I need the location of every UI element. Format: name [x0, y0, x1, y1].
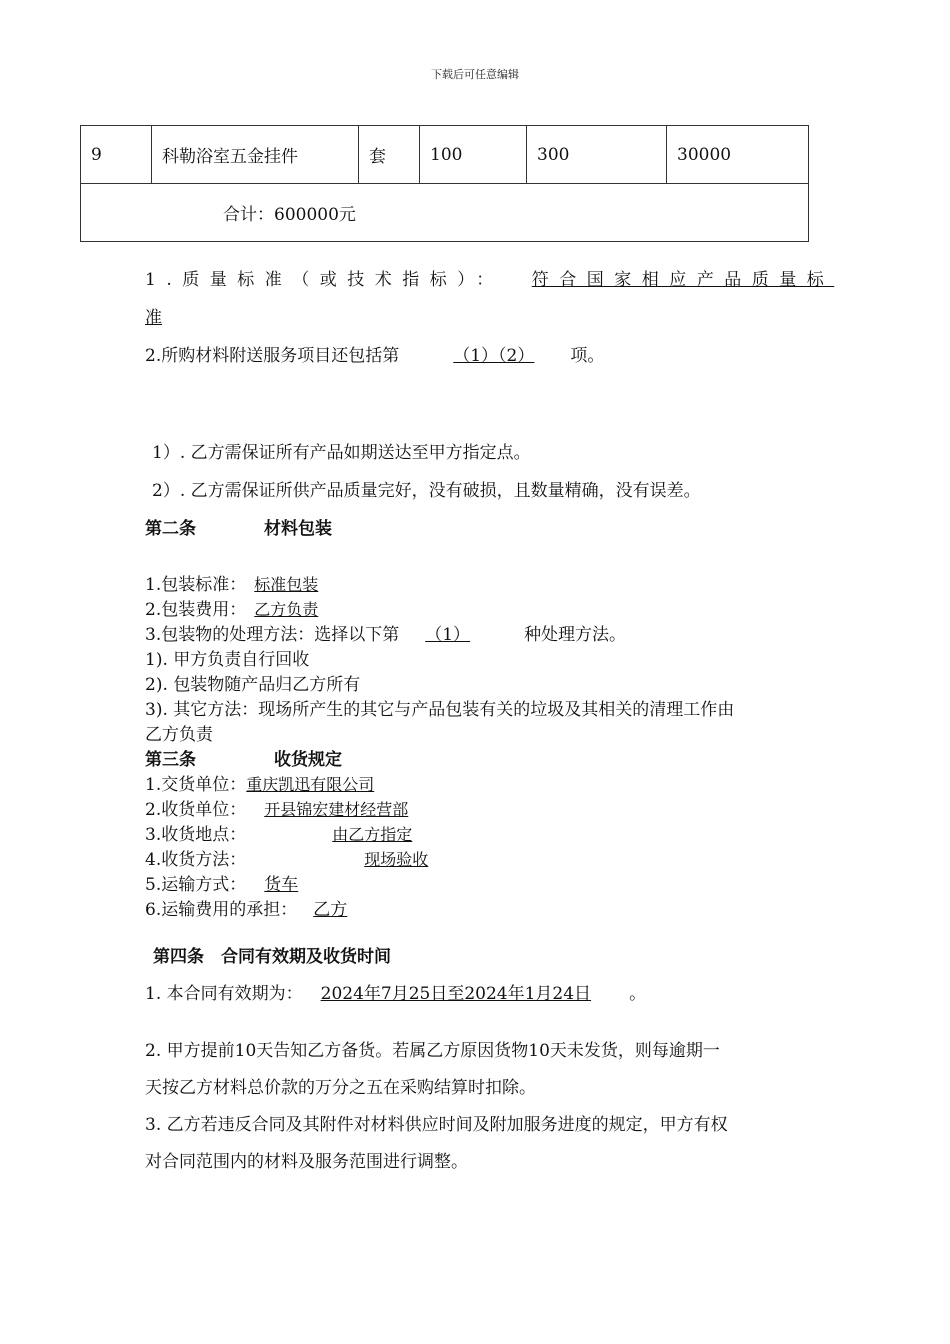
article-3-title: 第三条 — [145, 750, 196, 770]
article-2-heading — [145, 514, 332, 539]
transport-method-value: 货车 — [264, 875, 299, 895]
service-items-line — [145, 341, 604, 366]
item-unit-price: 300 — [527, 126, 667, 184]
validity-label: 1. 本合同有效期为： — [145, 984, 303, 1004]
validity-value-wrap — [303, 984, 629, 1004]
packing-option-3: 3). 其它方法：现场所产生的其它与产品包装有关的垃圾及其相关的清理工作由 — [145, 700, 735, 720]
row-number: 9 — [81, 126, 152, 184]
packing-standard-label: 1.包装标准： — [145, 575, 247, 595]
item-unit: 套 — [359, 126, 420, 184]
article-3-heading — [145, 745, 342, 770]
materials-table — [80, 125, 809, 242]
packing-handling-label: 3.包装物的处理方法：选择以下第 — [145, 625, 400, 645]
quality-value-cont — [145, 308, 314, 328]
receiving-place-value-wrap — [246, 825, 606, 844]
receiving-method-value-wrap — [246, 850, 554, 869]
service-suffix: 项。 — [570, 346, 605, 366]
validity-value: 2024年7月25日至2024年1月24日 — [320, 984, 592, 1004]
quality-value: 符合国家相应产品质量标 — [531, 270, 835, 290]
article-2-title: 第二条 — [145, 519, 196, 539]
service-item-1: 1）. 乙方需保证所有产品如期送达至甲方指定点。 — [152, 443, 531, 463]
service-item-2: 2）. 乙方需保证所供产品质量完好，没有破损，且数量精确，没有误差。 — [152, 481, 701, 501]
packing-handling-suffix: 种处理方法。 — [524, 625, 627, 645]
quality-standard-line — [145, 265, 834, 290]
receiving-method-value: 现场验收 — [364, 850, 429, 869]
receiving-place-label: 3.收货地点： — [145, 825, 247, 845]
total-row — [81, 184, 809, 242]
total-amount: 合计：600000元 — [81, 184, 809, 242]
clause-3-line-1: 3. 乙方若违反合同及其附件对材料供应时间及附加服务进度的规定，甲方有权 — [145, 1115, 728, 1135]
packing-fee-value: 乙方负责 — [254, 600, 319, 619]
packing-fee-label: 2.包装费用： — [145, 600, 247, 620]
packing-option-1: 1). 甲方负责自行回收 — [145, 650, 310, 670]
receiving-place-line — [145, 820, 606, 845]
quality-value-2: 准 — [145, 308, 162, 328]
packing-fee-value-wrap — [246, 600, 318, 619]
service-value: （1）（2） — [453, 346, 535, 366]
delivery-unit-value-wrap — [246, 775, 404, 794]
receiving-unit-label: 2.收货单位： — [145, 800, 247, 820]
item-quantity: 100 — [420, 126, 527, 184]
packing-option-3-cont: 乙方负责 — [145, 725, 213, 745]
table-row — [81, 126, 809, 184]
delivery-unit-value: 重庆凯迅有限公司 — [246, 775, 375, 794]
packing-standard-line — [145, 570, 318, 595]
validity-suffix: 。 — [629, 984, 647, 1004]
article-2-subtitle: 材料包装 — [264, 519, 332, 539]
transport-fee-value-wrap — [297, 900, 371, 920]
transport-fee-line — [145, 895, 371, 920]
clause-2-line-1: 2. 甲方提前10天告知乙方备货。若属乙方原因货物10天未发货，则每逾期一 — [145, 1041, 720, 1061]
receiving-unit-value: 开县锦宏建材经营部 — [264, 800, 409, 819]
header-note: 下载后可任意编辑 — [431, 68, 519, 81]
item-amount: 30000 — [667, 126, 809, 184]
transport-method-label: 5.运输方式： — [145, 875, 247, 895]
clause-3-line-2: 对合同范围内的材料及服务范围进行调整。 — [145, 1152, 468, 1172]
transport-method-value-wrap — [246, 875, 350, 895]
receiving-unit-value-wrap — [246, 800, 416, 819]
receiving-method-label: 4.收货方法： — [145, 850, 247, 870]
packing-standard-value: 标准包装 — [254, 575, 319, 594]
delivery-unit-label: 1.交货单位： — [145, 775, 247, 795]
clause-2-line-2: 天按乙方材料总价款的万分之五在采购结算时扣除。 — [145, 1078, 536, 1098]
packing-fee-line — [145, 595, 318, 620]
service-value-wrap — [437, 346, 550, 366]
item-name: 科勒浴室五金挂件 — [152, 126, 359, 184]
transport-fee-value: 乙方 — [313, 900, 348, 920]
packing-option-2: 2). 包装物随产品归乙方所有 — [145, 675, 361, 695]
quality-label: 1.质量标准（或技术指标）： — [145, 270, 504, 290]
packing-handling-value: （1） — [425, 625, 471, 645]
receiving-method-line — [145, 845, 554, 870]
article-3-subtitle: 收货规定 — [274, 750, 342, 770]
packing-standard-value-wrap — [246, 575, 318, 594]
transport-fee-label: 6.运输费用的承担： — [145, 900, 298, 920]
delivery-unit-line — [145, 770, 404, 795]
validity-line — [145, 979, 646, 1004]
service-label: 2.所购材料附送服务项目还包括第 — [145, 346, 400, 366]
transport-method-line — [145, 870, 350, 895]
receiving-unit-line — [145, 795, 416, 820]
quality-standard-line-2 — [145, 303, 314, 328]
packing-handling-value-wrap — [399, 625, 504, 645]
packing-handling-line — [145, 620, 626, 645]
receiving-place-value: 由乙方指定 — [332, 825, 413, 844]
article-4-heading: 第四条 合同有效期及收货时间 — [153, 947, 391, 967]
